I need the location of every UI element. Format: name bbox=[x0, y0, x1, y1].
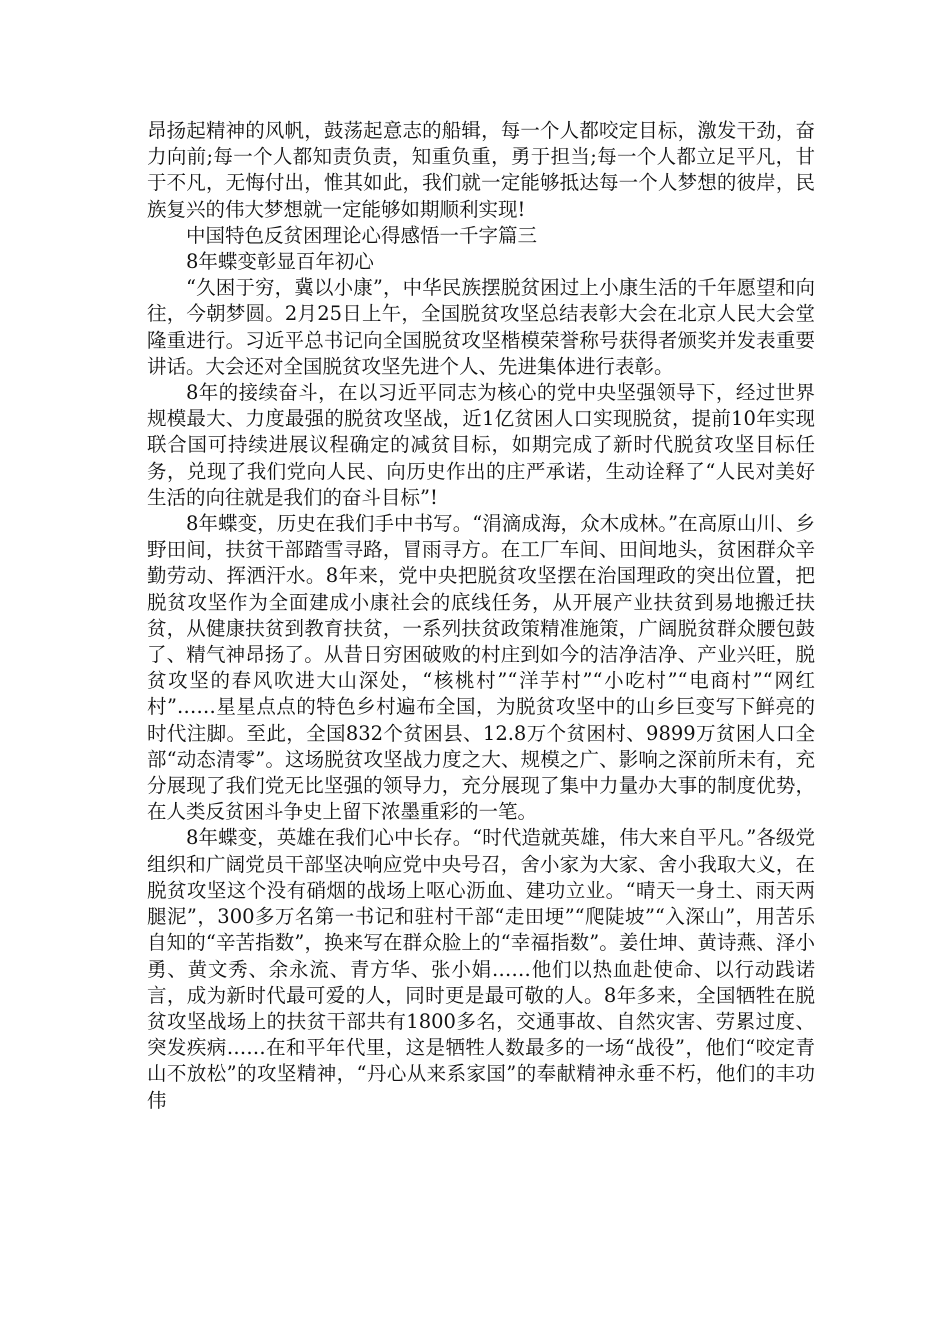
paragraph-continuation: 昂扬起精神的风帆，鼓荡起意志的船辑，每一个人都咬定目标，激发干劲，奋力向前;每一个人都知责负责，知重负重，勇于担当;每一个人都立足平凡，甘于不凡，无悔付出，惟其如此，我们就一定能够抵达每一个人梦想的彼岸，民族复兴的伟大梦想就一定能够如期顺利实现! bbox=[147, 119, 815, 221]
section-heading: 中国特色反贫困理论心得感悟一千字篇三 bbox=[186, 223, 538, 247]
article-title: 8年蝶变彰显百年初心 bbox=[186, 250, 374, 274]
paragraph: 8年的接续奋斗，在以习近平同志为核心的党中央坚强领导下，经过世界规模最大、力度最强的脱贫攻坚战，近1亿贫困人口实现脱贫，提前10年实现联合国可持续进展议程确定的减贫目标，如期完成了新时代脱贫攻坚目标任务，兑现了我们党向人民、向历史作出的庄严承诺，生动诠释了“人民对美好生活的向往就是我们的奋斗目标”! bbox=[147, 381, 815, 509]
paragraph: 8年蝶变，历史在我们手中书写。“涓滴成海，众木成林。”在高原山川、乡野田间，扶贫干部踏雪寻路，冒雨寻方。在工厂车间、田间地头，贫困群众辛勤劳动、挥洒汗水。8年来，党中央把脱贫攻坚摆在治国理政的突出位置，把脱贫攻坚作为全面建成小康社会的底线任务，从开展产业扶贫到易地搬迁扶贫，从健康扶贫到教育扶贫，一系列扶贫政策精准施策，广阔脱贫群众腰包鼓了、精气神昂扬了。从昔日穷困破败的村庄到如今的洁净洁净、产业兴旺，脱贫攻坚的春风吹进大山深处，“核桃村”“洋芋村”“小吃村”“电商村”“网红村”……星星点点的特色乡村遍布全国，为脱贫攻坚中的山乡巨变写下鲜亮的时代注脚。至此，全国832个贫困县、12.8万个贫困村、9899万贫困人口全部“动态清零”。这场脱贫攻坚战力度之大、规模之广、影响之深前所未有，充分展现了我们党无比坚强的领导力，充分展现了集中力量办大事的制度优势，在人类反贫困斗争史上留下浓墨重彩的一笔。 bbox=[147, 512, 815, 824]
paragraph: 8年蝶变，英雄在我们心中长存。“时代造就英雄，伟大来自平凡。”各级党组织和广阔党员干部坚决响应党中央号召，舍小家为大家、舍小我取大义，在脱贫攻坚这个没有硝烟的战场上呕心沥血、建功立业。“晴天一身土、雨天两腿泥”，300多万名第一书记和驻村干部“走田埂”“爬陡坡”“入深山”，用苦乐自知的“辛苦指数”，换来写在群众脸上的“幸福指数”。姜仕坤、黄诗燕、泽小勇、黄文秀、余永流、青方华、张小娟……他们以热血赴使命、以行动践诺言，成为新时代最可爱的人，同时更是最可敬的人。8年多来，全国牺牲在脱贫攻坚战场上的扶贫干部共有1800多名，交通事故、自然灾害、劳累过度、突发疾病……在和平年代里，这是牺牲人数最多的一场“战役”，他们“咬定青山不放松”的攻坚精神，“丹心从来系家国”的奉献精神永垂不朽，他们的丰功伟 bbox=[147, 826, 815, 1112]
document-body bbox=[147, 118, 815, 1114]
paragraph: “久困于穷，冀以小康”，中华民族摆脱贫困过上小康生活的千年愿望和向往，今朝梦圆。2月25日上午，全国脱贫攻坚总结表彰大会在北京人民大会堂隆重进行。习近平总书记向全国脱贫攻坚楷模荣誉称号获得者颁奖并发表重要讲话。大会还对全国脱贫攻坚先进个人、先进集体进行表彰。 bbox=[147, 276, 815, 378]
